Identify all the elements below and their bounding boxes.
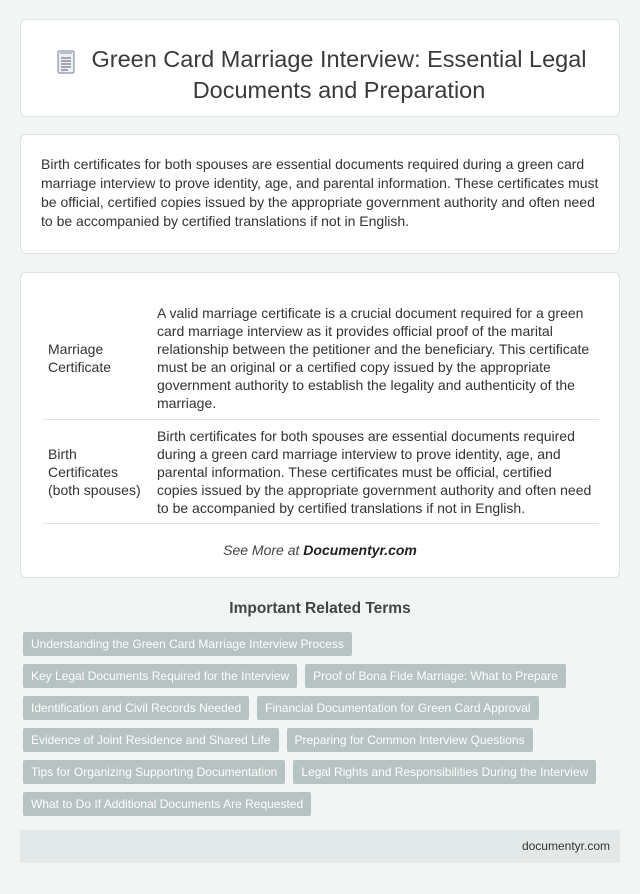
header-card: [20, 19, 620, 117]
related-term-tag[interactable]: Legal Rights and Responsibilities During the Interview: [293, 760, 596, 784]
table-term: Marriage Certificate: [43, 300, 153, 420]
table-description: Birth certificates for both spouses are essential documents required during a green card marriage interview to prove identity, age, and parental information. These certificates must be official, certified copies issued by the appropriate government authority and often need to be accompanied by certified translations if not in English.: [153, 420, 599, 524]
related-term-tag[interactable]: Proof of Bona Fide Marriage: What to Prepare: [305, 664, 566, 688]
documents-table-card: [20, 272, 620, 578]
related-term-tag[interactable]: What to Do If Additional Documents Are Requested: [23, 792, 311, 816]
footer-site[interactable]: documentyr.com: [521, 839, 610, 853]
table-description: A valid marriage certificate is a crucial document required for a green card marriage interview as it provides official proof of the marital relationship between the petitioner and the beneficiary. This certificate must be an original or a certified copy issued by the appropriate government authority to establish the legality and authenticity of the marriage.: [153, 300, 599, 420]
related-term-tag[interactable]: Tips for Organizing Supporting Documentation: [23, 760, 285, 784]
see-more-prefix: See More at: [223, 542, 304, 558]
intro-card: [20, 134, 620, 254]
related-term-tag[interactable]: Identification and Civil Records Needed: [23, 696, 249, 720]
related-terms-list: [23, 632, 623, 824]
document-icon: [55, 48, 77, 76]
see-more-link[interactable]: [21, 542, 619, 558]
related-term-tag[interactable]: Evidence of Joint Residence and Shared Life: [23, 728, 279, 752]
intro-paragraph: Birth certificates for both spouses are essential documents required during a green card marriage interview to prove identity, age, and parental information. These certificates must be official, certified copies issued by the appropriate government authority and often need to be accompanied by certified translations if not in English.: [41, 156, 599, 229]
page-title: Green Card Marriage Interview: Essential Legal Documents and Preparation: [91, 46, 587, 103]
table-row: [43, 420, 599, 524]
related-term-tag[interactable]: Financial Documentation for Green Card Approval: [257, 696, 538, 720]
table-term: Birth Certificates (both spouses): [43, 420, 153, 524]
documents-table: [43, 300, 599, 524]
footer: [20, 830, 620, 863]
related-term-tag[interactable]: Understanding the Green Card Marriage Interview Process: [23, 632, 352, 656]
related-term-tag[interactable]: Preparing for Common Interview Questions: [287, 728, 533, 752]
related-terms-heading: Important Related Terms: [229, 600, 411, 617]
related-term-tag[interactable]: Key Legal Documents Required for the Interview: [23, 664, 297, 688]
see-more-site[interactable]: Documentyr.com: [303, 542, 417, 558]
table-row: [43, 300, 599, 420]
